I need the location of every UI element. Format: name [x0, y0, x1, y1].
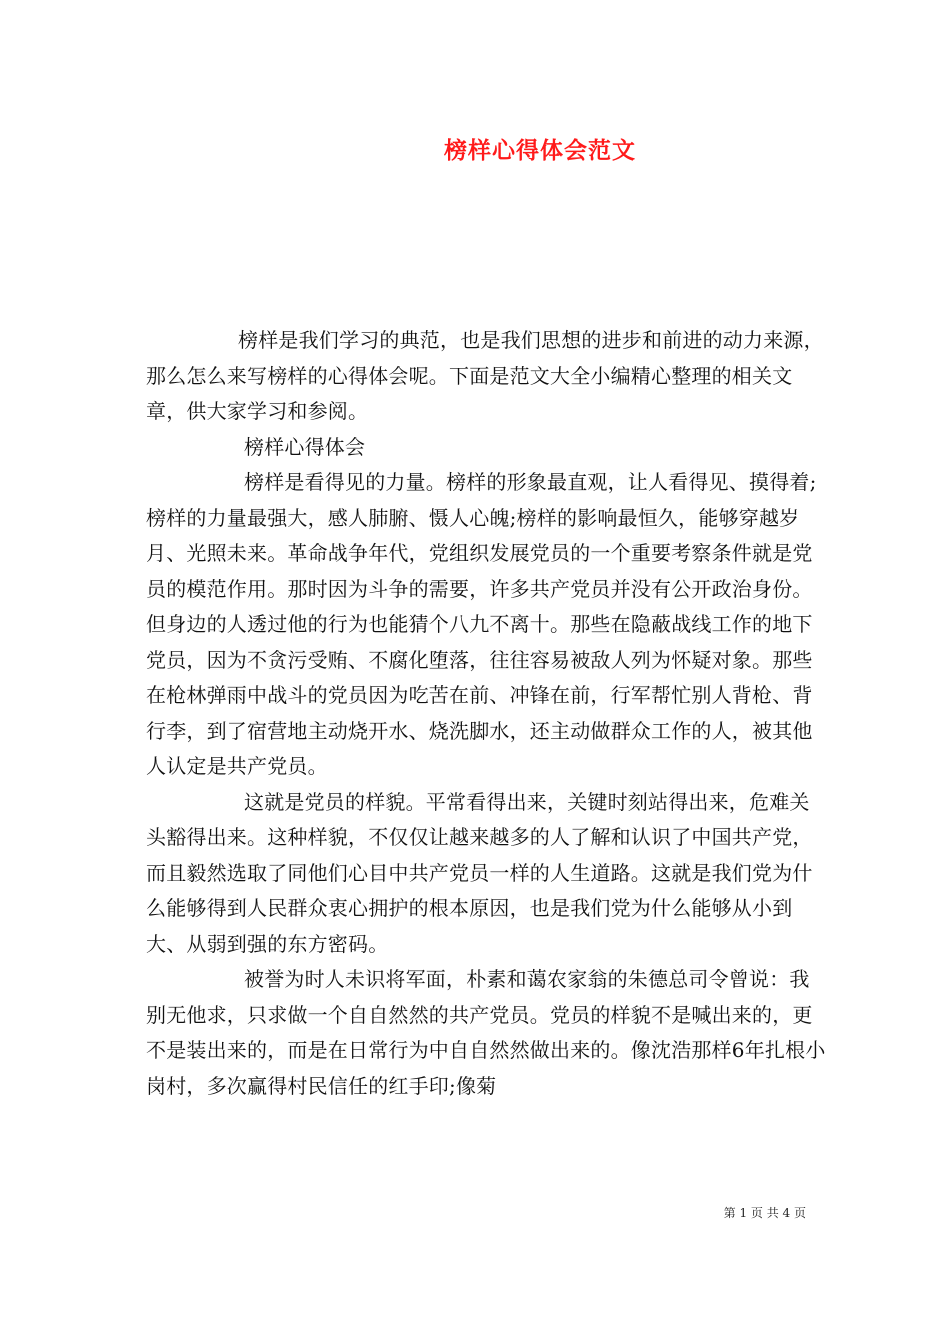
body-paragraph-3: 被誉为时人未识将军面，朴素和蔼农家翁的朱德总司令曾说：我别无他求，只求做一个自自然然的共产党员。党员的样貌不是喊出来的，更不是装出来的，而是在日常行为中自自然然做出来的。像沈浩那样6年扎根小岗村，多次赢得村民信任的红手印;像菊 — [146, 967, 826, 1098]
page-number-footer: 第 1 页 共 4 页 — [723, 1206, 806, 1220]
body-paragraph-2: 这就是党员的样貌。平常看得出来，关键时刻站得出来，危难关头豁得出来。这种样貌，不仅仅让越来越多的人了解和认识了中国共产党，而且毅然选取了同他们心目中共产党员一样的人生道路。这就是我们党为什么能够得到人民群众衷心拥护的根本原因，也是我们党为什么能够从小到大、从弱到强的东方密码。 — [146, 789, 813, 956]
section-heading: 榜样心得体会 — [244, 434, 366, 459]
document-title: 榜样心得体会范文 — [444, 137, 636, 164]
body-paragraph-1: 榜样是看得见的力量。榜样的形象最直观，让人看得见、摸得着;榜样的力量最强大，感人肺腑、慑人心魄;榜样的影响最恒久，能够穿越岁月、光照未来。革命战争年代，党组织发展党员的一个重要考察条件就是党员的模范作用。那时因为斗争的需要，许多共产党员并没有公开政治身份。但身边的人透过他的行为也能猜个八九不离十。那些在隐蔽战线工作的地下党员，因为不贪污受贿、不腐化堕落，往往容易被敌人列为怀疑对象。那些在枪林弹雨中战斗的党员因为吃苦在前、冲锋在前，行军帮忙别人背枪、背行李，到了宿营地主动烧开水、烧洗脚水，还主动做群众工作的人，被其他人认定是共产党员。 — [146, 470, 817, 778]
intro-paragraph: 榜样是我们学习的典范，也是我们思想的进步和前进的动力来源，那么怎么来写榜样的心得体会呢。下面是范文大全小编精心整理的相关文章，供大家学习和参阅。 — [146, 328, 824, 423]
document-body — [146, 323, 826, 1104]
